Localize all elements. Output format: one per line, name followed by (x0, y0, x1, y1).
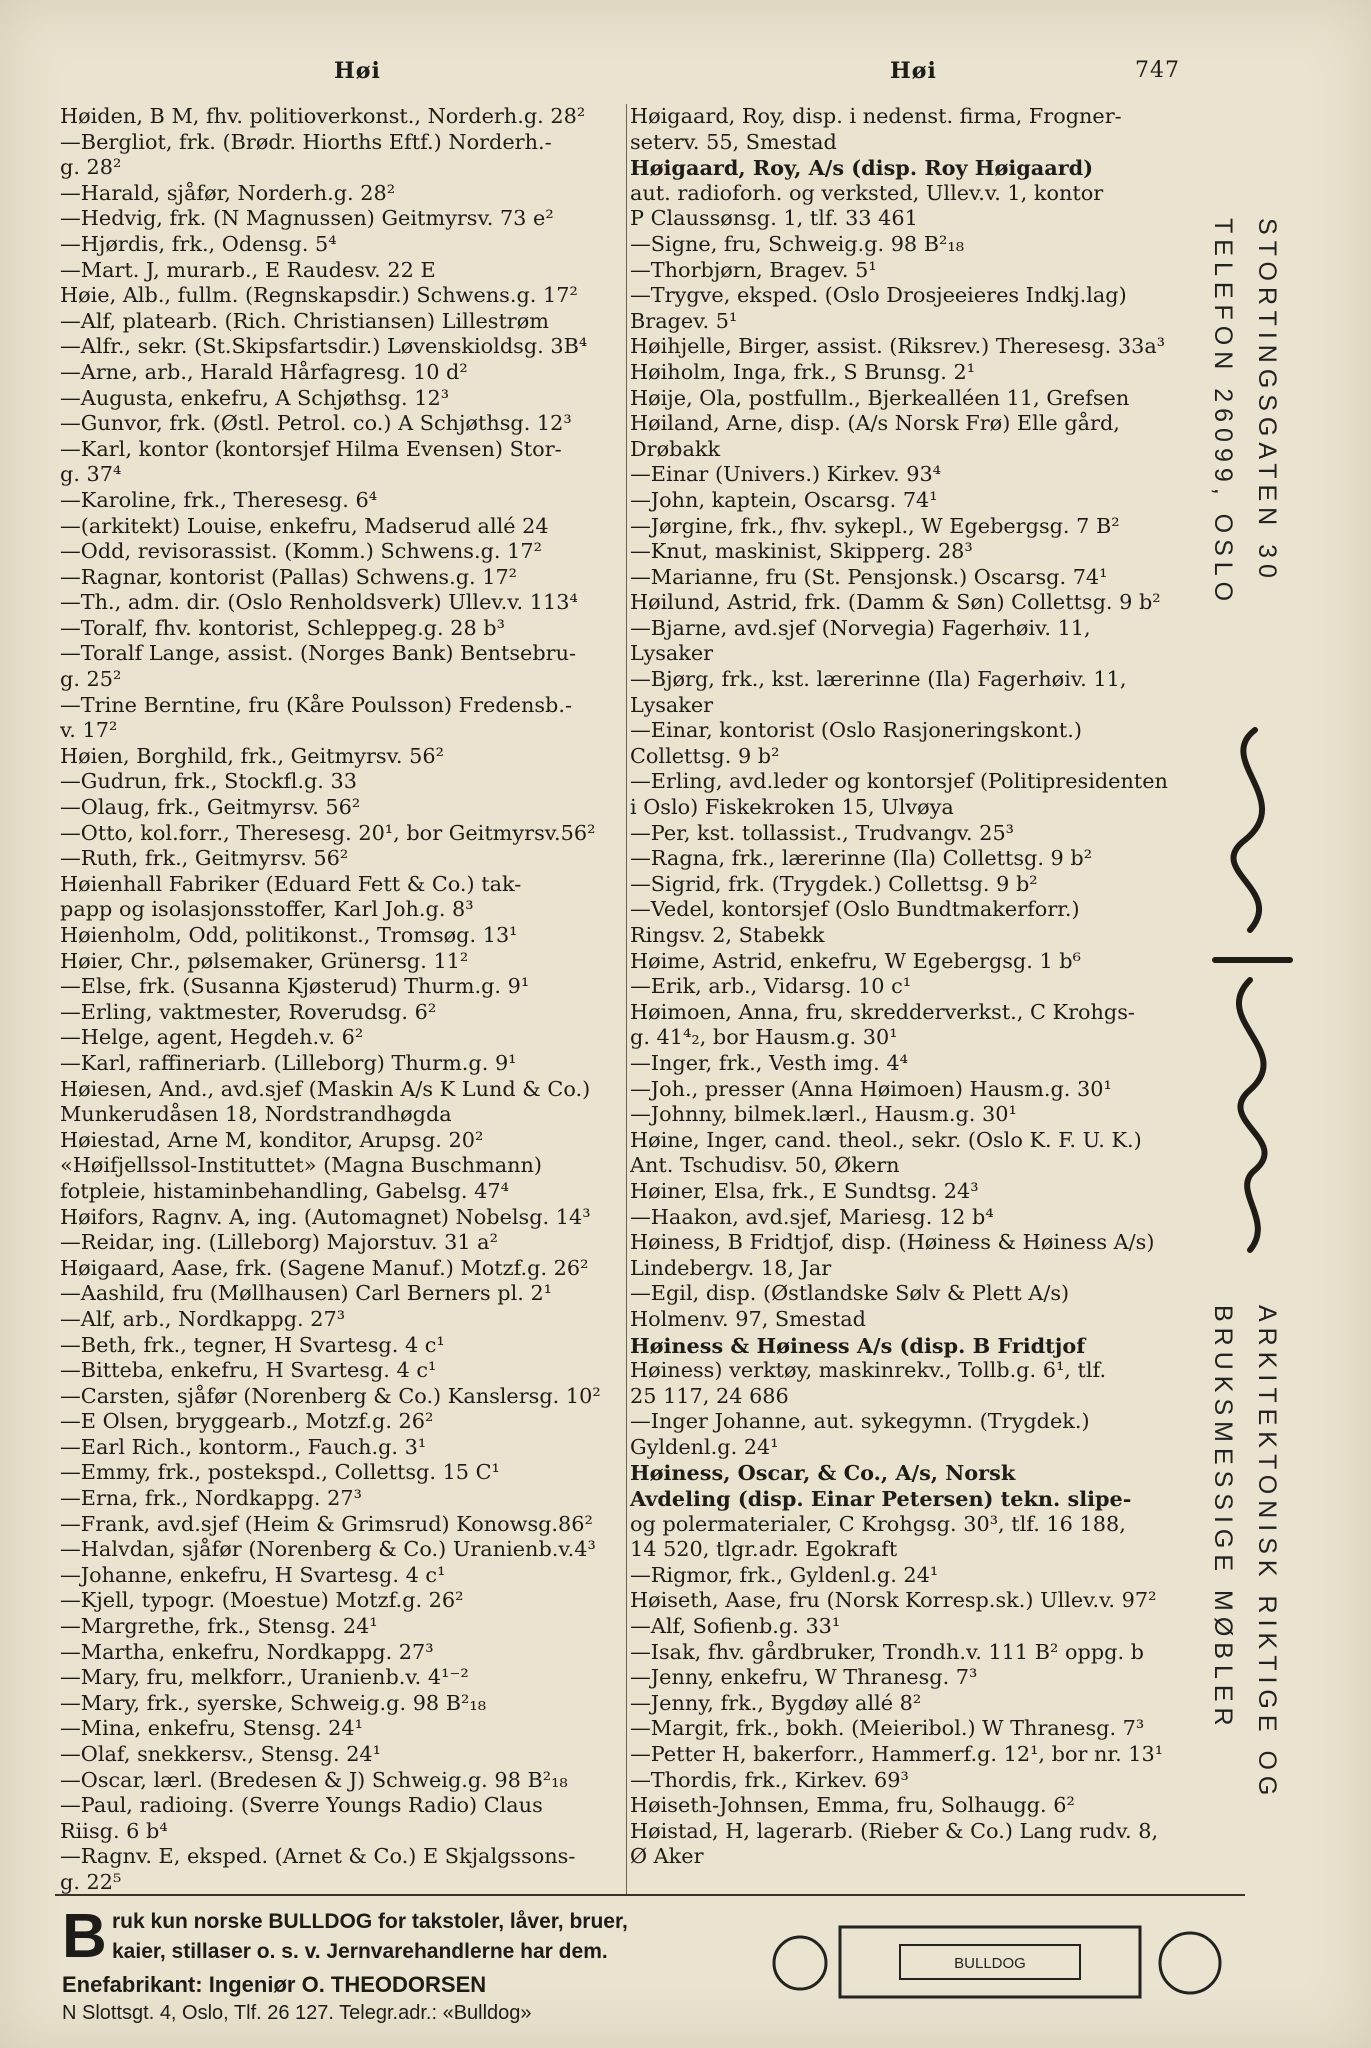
directory-entry: —Mary, fru, melkforr., Uranienb.v. 4¹⁻² (60, 1665, 469, 1690)
directory-entry: P Claussønsg. 1, tlf. 33 461 (630, 206, 918, 231)
directory-entry: Høihjelle, Birger, assist. (Riksrev.) Theresesg. 33a³ (630, 334, 1166, 359)
directory-entry: —Erna, frk., Nordkappg. 27³ (60, 1486, 362, 1511)
directory-entry: —Erik, arb., Vidarsg. 10 c¹ (630, 974, 912, 999)
header-left-word: Høi (334, 58, 381, 84)
directory-entry: Høije, Ola, postfullm., Bjerkealléen 11, Grefsen (630, 385, 1130, 410)
column-divider (626, 104, 627, 1896)
directory-entry: —Paul, radioing. (Sverre Youngs Radio) Claus (60, 1793, 543, 1818)
directory-entry: —Einar (Univers.) Kirkev. 93⁴ (630, 462, 942, 487)
directory-entry: —Alf, Sofienb.g. 33¹ (630, 1614, 841, 1639)
directory-entry: —Augusta, enkefru, A Schjøthsg. 12³ (60, 385, 450, 410)
directory-entry: —Mina, enkefru, Stensg. 24¹ (60, 1716, 363, 1741)
directory-entry: og polermaterialer, C Krohgsg. 30³, tlf. 16 188, (630, 1511, 1126, 1536)
directory-entry: —Hedvig, frk. (N Magnussen) Geitmyrsv. 73 e² (60, 206, 554, 231)
directory-entry: Høiner, Elsa, frk., E Sundtsg. 24³ (630, 1178, 979, 1203)
directory-entry: Høigaard, Aase, frk. (Sagene Manuf.) Motzf.g. 26² (60, 1255, 589, 1280)
directory-entry: Høimoen, Anna, fru, skredderverkst., C Krohgs- (630, 999, 1135, 1024)
directory-entry: —Bergliot, frk. (Brødr. Hiorths Eftf.) Norderh.- (60, 129, 552, 154)
directory-entry: —Emmy, frk., postekspd., Collettsg. 15 C¹ (60, 1460, 500, 1485)
directory-entry: 14 520, tlgr.adr. Egokraft (630, 1537, 898, 1562)
directory-entry: seterv. 55, Smestad (630, 129, 837, 154)
directory-entry: —Else, frk. (Susanna Kjøsterud) Thurm.g. 9¹ (60, 974, 530, 999)
directory-entry: —Karl, kontor (kontorsjef Hilma Evensen) Stor- (60, 436, 562, 461)
directory-entry: —Erling, avd.leder og kontorsjef (Politipresidenten (630, 769, 1168, 794)
directory-entry: Avdeling (disp. Einar Petersen) tekn. slipe- (630, 1486, 1132, 1512)
directory-entry: —Thordis, frk., Kirkev. 69³ (630, 1767, 909, 1792)
directory-entry: —Johanne, enkefru, H Svartesg. 4 c¹ (60, 1562, 446, 1587)
directory-entry: —Ragnar, kontorist (Pallas) Schwens.g. 17² (60, 564, 518, 589)
directory-entry: Høien, Borghild, frk., Geitmyrsv. 56² (60, 743, 444, 768)
ad-line-1: ruk kun norske BULLDOG for takstoler, låver, bruer, (112, 1910, 628, 1933)
directory-entry: —Ragna, frk., lærerinne (Ila) Collettsg. 9 b² (630, 846, 1093, 871)
directory-entry: i Oslo) Fiskekroken 15, Ulvøya (630, 795, 954, 820)
directory-entry: Høigaard, Roy, A/s (disp. Roy Høigaard) (630, 155, 1094, 181)
directory-entry: —Petter H, bakerforr., Hammerf.g. 12¹, bor nr. 13¹ (630, 1742, 1164, 1766)
directory-entry: Høiness, B Fridtjof, disp. (Høiness & Høiness A/s) (630, 1230, 1155, 1255)
directory-entry: —Bjarne, avd.sjef (Norvegia) Fagerhøiv. 11, (630, 615, 1091, 640)
directory-entry: —Margit, frk., bokh. (Meieribol.) W Thranesg. 7³ (630, 1716, 1145, 1741)
directory-entry: Høime, Astrid, enkefru, W Egebergsg. 1 b⁶ (630, 948, 1081, 973)
directory-entry: —Jenny, enkefru, W Thranesg. 7³ (630, 1665, 978, 1690)
directory-entry: Lysaker (630, 641, 714, 666)
directory-entry: Høine, Inger, cand. theol., sekr. (Oslo K. F. U. K.) (630, 1127, 1142, 1152)
directory-entry: —Reidar, ing. (Lilleborg) Majorstuv. 31 a² (60, 1230, 498, 1255)
directory-entry: Riisg. 6 b⁴ (60, 1818, 168, 1843)
directory-entry: —Gunvor, frk. (Østl. Petrol. co.) A Schjøthsg. 12³ (60, 411, 572, 436)
directory-entry: —Knut, maskinist, Skipperg. 28³ (630, 539, 973, 564)
directory-entry: Høienhall Fabriker (Eduard Fett & Co.) tak- (60, 871, 522, 896)
page-number: 747 (1135, 58, 1180, 83)
directory-entry: —Earl Rich., kontorm., Fauch.g. 3¹ (60, 1434, 427, 1459)
directory-entry: —Alfr., sekr. (St.Skipsfartsdir.) Løvenskioldsg. 3B⁴ (60, 334, 588, 359)
script-logo (1195, 720, 1305, 1280)
directory-entry: —Signe, fru, Schweig.g. 98 B²₁₈ (630, 231, 965, 256)
directory-entry: papp og isolasjonsstoffer, Karl Joh.g. 8³ (60, 897, 474, 922)
middle-column (630, 104, 1195, 1870)
directory-entry: g. 22⁵ (60, 1869, 122, 1894)
directory-entry: —Beth, frk., tegner, H Svartesg. 4 c¹ (60, 1332, 445, 1357)
ad-divider (55, 1894, 1245, 1896)
directory-entry: Høiesen, And., avd.sjef (Maskin A/s K Lund & Co.) (60, 1076, 591, 1101)
directory-entry: —Bjørg, frk., kst. lærerinne (Ila) Fagerhøiv. 11, (630, 667, 1127, 692)
directory-entry: g. 41⁴₂, bor Hausm.g. 30¹ (630, 1025, 898, 1050)
directory-entry: Høiland, Arne, disp. (A/s Norsk Frø) Elle gård, (630, 411, 1120, 436)
directory-entry: —Ragnv. E, eksped. (Arnet & Co.) E Skjalgssons- (60, 1844, 576, 1869)
directory-entry: —Trygve, eksped. (Oslo Drosjeeieres Indkj.lag) (630, 283, 1127, 308)
directory-entry: Lindebergv. 18, Jar (630, 1255, 832, 1280)
directory-entry: —Mary, frk., syerske, Schweig.g. 98 B²₁₈ (60, 1690, 487, 1715)
directory-entry: —Odd, revisorassist. (Komm.) Schwens.g. 17² (60, 539, 542, 564)
ad-line-2: kaier, stillaser o. s. v. Jernvarehandlerne har dem. (112, 1940, 608, 1963)
ad-line-4: N Slottsgt. 4, Oslo, Tlf. 26 127. Telegr.adr.: «Bulldog» (62, 2002, 532, 2024)
directory-entry: Ø Aker (630, 1844, 704, 1869)
directory-entry: g. 28² (60, 155, 122, 180)
directory-entry: —Toralf, fhv. kontorist, Schleppeg.g. 28 b³ (60, 615, 505, 640)
ad-product-mark: BULLDOG (954, 1955, 1026, 1972)
directory-entry: —Aashild, fru (Møllhausen) Carl Berners pl. 2¹ (60, 1281, 553, 1306)
directory-entry: —Joh., presser (Anna Høimoen) Hausm.g. 30¹ (630, 1076, 1112, 1101)
directory-entry: —Olaf, snekkersv., Stensg. 24¹ (60, 1742, 382, 1766)
directory-entry: —Halvdan, sjåfør (Norenberg & Co.) Uranienb.v.4³ (60, 1537, 596, 1562)
margin-telephone: TELEFON 26099, OSLO (1209, 218, 1237, 608)
directory-entry: —Per, kst. tollassist., Trudvangv. 25³ (630, 820, 1015, 845)
directory-entry: —Alf, platearb. (Rich. Christiansen) Lillestrøm (60, 308, 549, 333)
directory-entry: —Kjell, typogr. (Moestue) Motzf.g. 26² (60, 1588, 464, 1613)
directory-entry: —Martha, enkefru, Nordkappg. 27³ (60, 1639, 434, 1664)
directory-entry: Høiden, B M, fhv. politioverkonst., Norderh.g. 28² (60, 104, 586, 128)
directory-entry: —Einar, kontorist (Oslo Rasjoneringskont.) (630, 718, 1082, 743)
directory-entry: Lysaker (630, 692, 714, 717)
directory-entry: —Isak, fhv. gårdbruker, Trondh.v. 111 B² oppg. b (630, 1639, 1144, 1664)
directory-entry: Høistad, H, lagerarb. (Rieber & Co.) Lang rudv. 8, (630, 1818, 1159, 1843)
left-column (60, 104, 620, 1896)
directory-entry: Høilund, Astrid, frk. (Damm & Søn) Collettsg. 9 b² (630, 590, 1161, 615)
directory-entry: Drøbakk (630, 436, 721, 461)
directory-entry: —Olaug, frk., Geitmyrsv. 56² (60, 795, 361, 820)
ad-line-3: Enefabrikant: Ingeniør O. THEODORSEN (62, 1972, 487, 1997)
directory-entry: Høifors, Ragnv. A, ing. (Automagnet) Nobelsg. 14³ (60, 1204, 591, 1229)
directory-entry: Høienholm, Odd, politikonst., Tromsøg. 13¹ (60, 923, 518, 947)
directory-entry: —Inger, frk., Vesth img. 4⁴ (630, 1050, 908, 1075)
directory-entry: —Karl, raffineriarb. (Lilleborg) Thurm.g. 9¹ (60, 1050, 517, 1075)
directory-entry: —Johnny, bilmek.lærl., Hausm.g. 30¹ (630, 1102, 1017, 1127)
directory-entry: —Trine Berntine, fru (Kåre Poulsson) Fredensb.- (60, 692, 573, 717)
directory-entry: —Bitteba, enkefru, H Svartesg. 4 c¹ (60, 1358, 437, 1383)
directory-entry: Munkerudåsen 18, Nordstrandhøgda (60, 1102, 452, 1127)
directory-entry: —(arkitekt) Louise, enkefru, Madserud allé 24 (60, 513, 549, 538)
directory-entry: —Ruth, frk., Geitmyrsv. 56² (60, 846, 349, 871)
directory-entry: —E Olsen, bryggearb., Motzf.g. 26² (60, 1409, 434, 1434)
directory-entry: Høiness) verktøy, maskinrekv., Tollb.g. 6¹, tlf. (630, 1358, 1107, 1383)
ad-initial: B (62, 1902, 107, 1971)
directory-entry: —Vedel, kontorsjef (Oslo Bundtmakerforr.) (630, 897, 1080, 922)
margin-slogan-2: BRUKSMESSIGE MØBLER (1209, 1305, 1237, 1732)
directory-entry: —Karoline, frk., Theresesg. 6⁴ (60, 487, 378, 512)
directory-entry: Høiseth, Aase, fru (Norsk Korresp.sk.) Ullev.v. 97² (630, 1588, 1157, 1613)
directory-entry: Høiseth-Johnsen, Emma, fru, Solhaugg. 6² (630, 1793, 1075, 1818)
directory-entry: Høiness & Høiness A/s (disp. B Fridtjof (630, 1332, 1086, 1358)
directory-entry: —Alf, arb., Nordkappg. 27³ (60, 1306, 346, 1331)
directory-entry: —Inger Johanne, aut. sykegymn. (Trygdek.) (630, 1409, 1090, 1434)
directory-entry: —Egil, disp. (Østlandske Sølv & Plett A/s) (630, 1281, 1070, 1306)
directory-entry: —Margrethe, frk., Stensg. 24¹ (60, 1614, 378, 1639)
directory-entry: —Th., adm. dir. (Oslo Renholdsverk) Ullev.v. 113⁴ (60, 590, 578, 615)
directory-entry: Høigaard, Roy, disp. i nedenst. firma, Frogner- (630, 104, 1122, 128)
directory-entry: —Mart. J, murarb., E Raudesv. 22 E (60, 257, 436, 282)
directory-entry: —Sigrid, frk. (Trygdek.) Collettsg. 9 b² (630, 871, 1038, 896)
directory-entry: —Marianne, fru (St. Pensjonsk.) Oscarsg. 74¹ (630, 564, 1108, 589)
directory-entry: Gyldenl.g. 24¹ (630, 1434, 779, 1459)
bulldog-connector-illustration (770, 1905, 1230, 2020)
directory-entry: —Harald, sjåfør, Norderh.g. 28² (60, 180, 396, 205)
margin-address: STORTINGSGATEN 30 (1253, 218, 1281, 584)
directory-entry: Bragev. 5¹ (630, 308, 738, 333)
directory-entry: Holmenv. 97, Smestad (630, 1306, 866, 1331)
directory-entry: —Toralf Lange, assist. (Norges Bank) Bentsebru- (60, 641, 577, 666)
directory-entry: Collettsg. 9 b² (630, 743, 780, 768)
directory-entry: «Høifjellssol-Instituttet» (Magna Buschmann) (60, 1153, 543, 1178)
directory-entry: Ringsv. 2, Stabekk (630, 923, 825, 947)
directory-entry: g. 25² (60, 667, 122, 692)
margin-slogan: ARKITEKTONISK RIKTIGE OG (1253, 1305, 1281, 1802)
directory-entry: aut. radioforh. og verksted, Ullev.v. 1, kontor (630, 180, 1104, 205)
directory-entry: —Carsten, sjåfør (Norenberg & Co.) Kanslersg. 10² (60, 1383, 601, 1408)
directory-entry: fotpleie, histaminbehandling, Gabelsg. 47⁴ (60, 1178, 509, 1203)
directory-entry: —Thorbjørn, Bragev. 5¹ (630, 257, 877, 282)
directory-entry: Høiness, Oscar, & Co., A/s, Norsk (630, 1460, 1016, 1486)
directory-entry: —Jenny, frk., Bygdøy allé 8² (630, 1690, 922, 1715)
directory-entry: g. 37⁴ (60, 462, 122, 487)
directory-entry: —Arne, arb., Harald Hårfagresg. 10 d² (60, 359, 468, 384)
directory-entry: Høiholm, Inga, frk., S Brunsg. 2¹ (630, 359, 976, 384)
directory-entry: —Gudrun, frk., Stockfl.g. 33 (60, 769, 357, 794)
directory-entry: 25 117, 24 686 (630, 1383, 789, 1408)
directory-entry: —Erling, vaktmester, Roverudsg. 6² (60, 999, 437, 1024)
directory-entry: Høiestad, Arne M, konditor, Arupsg. 20² (60, 1127, 484, 1152)
directory-entry: —Jørgine, frk., fhv. sykepl., W Egebergsg. 7 B² (630, 513, 1120, 538)
directory-entry: —Helge, agent, Hegdeh.v. 6² (60, 1025, 364, 1050)
directory-entry: —Frank, avd.sjef (Heim & Grimsrud) Konowsg.86² (60, 1511, 593, 1536)
directory-entry: Høie, Alb., fullm. (Regnskapsdir.) Schwens.g. 17² (60, 283, 578, 308)
directory-entry: Høier, Chr., pølsemaker, Grünersg. 11² (60, 948, 469, 973)
directory-entry: —Haakon, avd.sjef, Mariesg. 12 b⁴ (630, 1204, 994, 1229)
header-center-word: Høi (890, 58, 937, 84)
directory-entry: —Rigmor, frk., Gyldenl.g. 24¹ (630, 1562, 939, 1587)
directory-entry: v. 17² (60, 718, 118, 743)
directory-entry: —Oscar, lærl. (Bredesen & J) Schweig.g. 98 B²₁₈ (60, 1767, 568, 1792)
directory-entry: —Otto, kol.forr., Theresesg. 20¹, bor Geitmyrsv.56² (60, 820, 596, 845)
directory-entry: —John, kaptein, Oscarsg. 74¹ (630, 487, 938, 512)
directory-entry: Ant. Tschudisv. 50, Økern (630, 1153, 900, 1178)
directory-entry: —Hjørdis, frk., Odensg. 5⁴ (60, 231, 337, 256)
